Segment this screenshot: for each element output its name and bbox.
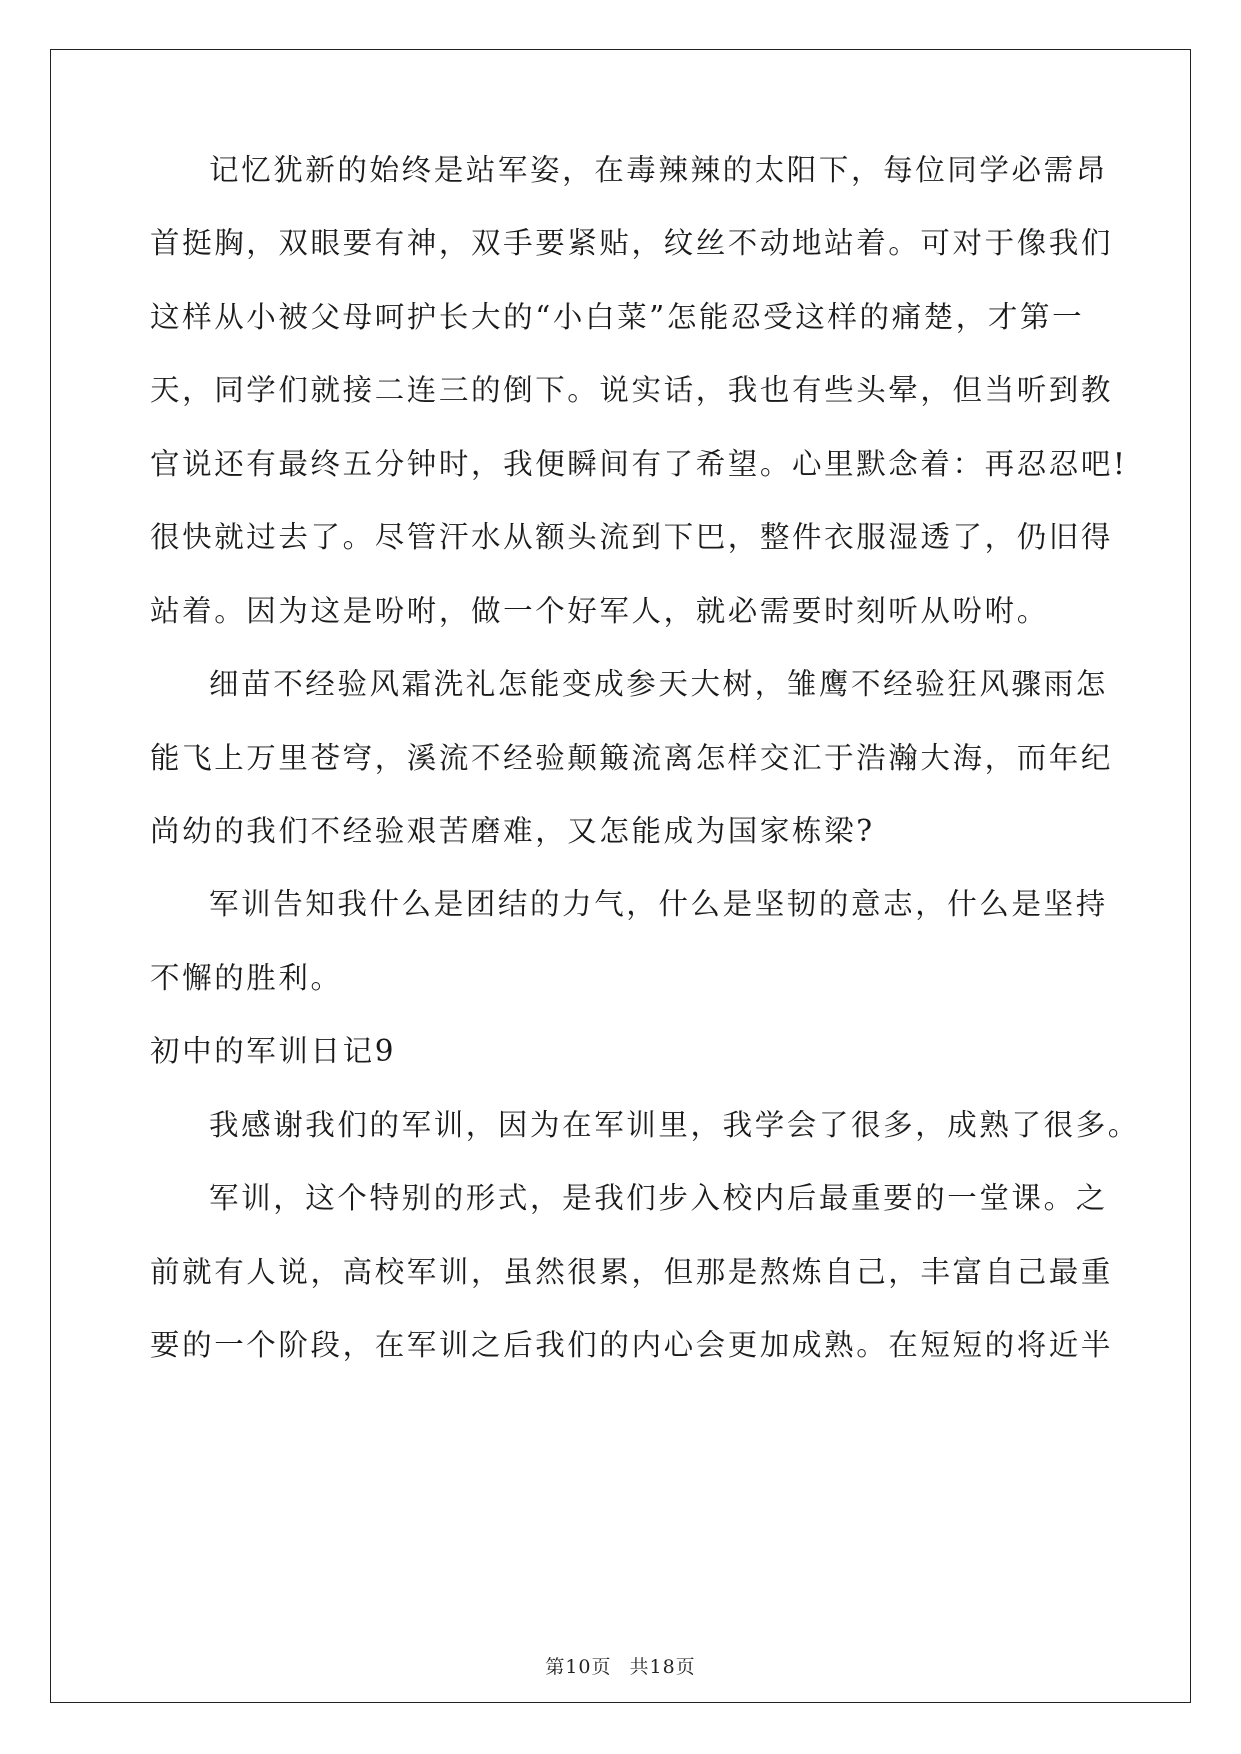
paragraph-5-line-3: 要的一个阶段，在军训之后我们的内心会更加成熟。在短短的将近半 [150,1328,1114,1362]
paragraph-1-line-5: 官说还有最终五分钟时，我便瞬间有了希望。心里默念着：再忍忍吧! [150,447,1128,481]
paragraph-1-line-1: 记忆犹新的始终是站军姿，在毒辣辣的太阳下，每位同学必需昂 [209,153,1108,187]
paragraph-5-line-2: 前就有人说，高校军训，虽然很累，但那是熬炼自己，丰富自己最重 [150,1255,1114,1289]
paragraph-4-line-1: 我感谢我们的军训，因为在军训里，我学会了很多，成熟了很多。 [209,1108,1140,1142]
paragraph-1-line-6: 很快就过去了。尽管汗水从额头流到下巴，整件衣服湿透了，仍旧得 [150,520,1114,554]
page-total: 共18页 [629,1656,696,1678]
paragraph-2-line-2: 能飞上万里苍穹，溪流不经验颠簸流离怎样交汇于浩瀚大海，而年纪 [150,741,1114,775]
paragraph-1-line-4: 天，同学们就接二连三的倒下。说实话，我也有些头晕，但当听到教 [150,373,1114,407]
paragraph-1-line-7: 站着。因为这是吩咐，做一个好军人，就必需要时刻听从吩咐。 [150,594,1049,628]
page-footer [0,1652,1241,1679]
section-heading: 初中的军训日记9 [150,1034,397,1068]
paragraph-3-line-2: 不懈的胜利。 [150,961,343,995]
paragraph-1-line-3: 这样从小被父母呵护长大的“小白菜”怎能忍受这样的痛楚，才第一 [150,300,1085,334]
paragraph-3-line-1: 军训告知我什么是团结的力气，什么是坚韧的意志，什么是坚持 [209,887,1108,921]
paragraph-1-line-2: 首挺胸，双眼要有神，双手要紧贴，纹丝不动地站着。可对于像我们 [150,226,1114,260]
page-number: 第10页 [545,1656,612,1678]
paragraph-5-line-1: 军训，这个特别的形式，是我们步入校内后最重要的一堂课。之 [209,1181,1108,1215]
paragraph-2-line-1: 细苗不经验风霜洗礼怎能变成参天大树，雏鹰不经验狂风骤雨怎 [209,667,1108,701]
paragraph-2-line-3: 尚幼的我们不经验艰苦磨难，又怎能成为国家栋梁? [150,814,875,848]
